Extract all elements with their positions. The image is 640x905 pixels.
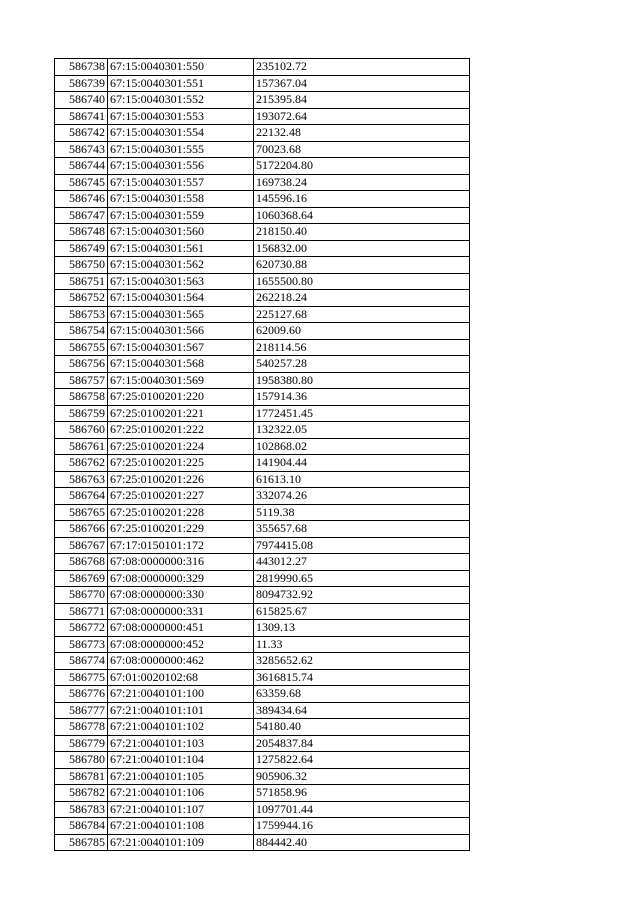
row-id-cell: 586783 <box>55 801 108 818</box>
cadastral-number-cell: 67:15:0040301:550 <box>108 59 254 76</box>
cadastral-number-cell: 67:15:0040301:568 <box>108 356 254 373</box>
value-cell: 443012.27 <box>254 554 470 571</box>
cadastral-number-cell: 67:15:0040301:563 <box>108 273 254 290</box>
table-row <box>55 537 470 554</box>
row-id-cell: 586744 <box>55 158 108 175</box>
table-row <box>55 389 470 406</box>
row-id-cell: 586769 <box>55 570 108 587</box>
cadastral-number-cell: 67:25:0100201:227 <box>108 488 254 505</box>
value-cell: 355657.68 <box>254 521 470 538</box>
cadastral-number-cell: 67:15:0040301:559 <box>108 207 254 224</box>
row-id-cell: 586778 <box>55 719 108 736</box>
table-row <box>55 653 470 670</box>
table-row <box>55 174 470 191</box>
table-row <box>55 257 470 274</box>
row-id-cell: 586755 <box>55 339 108 356</box>
cadastral-number-cell: 67:15:0040301:554 <box>108 125 254 142</box>
value-cell: 215395.84 <box>254 92 470 109</box>
value-cell: 7974415.08 <box>254 537 470 554</box>
table-row <box>55 339 470 356</box>
value-cell: 70023.68 <box>254 141 470 158</box>
cadastral-number-cell: 67:21:0040101:104 <box>108 752 254 769</box>
cadastral-number-cell: 67:25:0100201:225 <box>108 455 254 472</box>
cadastral-number-cell: 67:21:0040101:105 <box>108 768 254 785</box>
row-id-cell: 586743 <box>55 141 108 158</box>
cadastral-number-cell: 67:25:0100201:224 <box>108 438 254 455</box>
row-id-cell: 586777 <box>55 702 108 719</box>
row-id-cell: 586757 <box>55 372 108 389</box>
cadastral-number-cell: 67:15:0040301:561 <box>108 240 254 257</box>
value-cell: 157367.04 <box>254 75 470 92</box>
value-cell: 225127.68 <box>254 306 470 323</box>
table-row <box>55 818 470 835</box>
table-row <box>55 75 470 92</box>
table-row <box>55 273 470 290</box>
row-id-cell: 586750 <box>55 257 108 274</box>
row-id-cell: 586746 <box>55 191 108 208</box>
row-id-cell: 586754 <box>55 323 108 340</box>
table-row <box>55 735 470 752</box>
cadastral-number-cell: 67:15:0040301:564 <box>108 290 254 307</box>
table-row <box>55 834 470 851</box>
table-row <box>55 620 470 637</box>
table-row <box>55 356 470 373</box>
value-cell: 1759944.16 <box>254 818 470 835</box>
cadastral-number-cell: 67:08:0000000:451 <box>108 620 254 637</box>
table-row <box>55 191 470 208</box>
value-cell: 218150.40 <box>254 224 470 241</box>
value-cell: 61613.10 <box>254 471 470 488</box>
value-cell: 332074.26 <box>254 488 470 505</box>
value-cell: 157914.36 <box>254 389 470 406</box>
data-table <box>54 58 470 851</box>
cadastral-number-cell: 67:21:0040101:103 <box>108 735 254 752</box>
value-cell: 540257.28 <box>254 356 470 373</box>
row-id-cell: 586740 <box>55 92 108 109</box>
cadastral-number-cell: 67:01:0020102:68 <box>108 669 254 686</box>
cadastral-number-cell: 67:21:0040101:101 <box>108 702 254 719</box>
value-cell: 571858.96 <box>254 785 470 802</box>
cadastral-number-cell: 67:15:0040301:558 <box>108 191 254 208</box>
cadastral-number-cell: 67:21:0040101:102 <box>108 719 254 736</box>
row-id-cell: 586761 <box>55 438 108 455</box>
value-cell: 1655500.80 <box>254 273 470 290</box>
row-id-cell: 586780 <box>55 752 108 769</box>
row-id-cell: 586784 <box>55 818 108 835</box>
value-cell: 132322.05 <box>254 422 470 439</box>
value-cell: 156832.00 <box>254 240 470 257</box>
cadastral-number-cell: 67:15:0040301:553 <box>108 108 254 125</box>
table-row <box>55 488 470 505</box>
row-id-cell: 586741 <box>55 108 108 125</box>
table-row <box>55 224 470 241</box>
row-id-cell: 586770 <box>55 587 108 604</box>
row-id-cell: 586766 <box>55 521 108 538</box>
table-row <box>55 323 470 340</box>
cadastral-number-cell: 67:25:0100201:228 <box>108 504 254 521</box>
table-row <box>55 92 470 109</box>
value-cell: 615825.67 <box>254 603 470 620</box>
value-cell: 2054837.84 <box>254 735 470 752</box>
cadastral-number-cell: 67:15:0040301:560 <box>108 224 254 241</box>
value-cell: 102868.02 <box>254 438 470 455</box>
value-cell: 905906.32 <box>254 768 470 785</box>
value-cell: 54180.40 <box>254 719 470 736</box>
table-row <box>55 290 470 307</box>
cadastral-number-cell: 67:15:0040301:565 <box>108 306 254 323</box>
row-id-cell: 586767 <box>55 537 108 554</box>
table-row <box>55 636 470 653</box>
table-row <box>55 504 470 521</box>
table-row <box>55 686 470 703</box>
value-cell: 1097701.44 <box>254 801 470 818</box>
table-row <box>55 570 470 587</box>
table-row <box>55 801 470 818</box>
cadastral-number-cell: 67:25:0100201:222 <box>108 422 254 439</box>
value-cell: 8094732.92 <box>254 587 470 604</box>
value-cell: 884442.40 <box>254 834 470 851</box>
value-cell: 141904.44 <box>254 455 470 472</box>
table-row <box>55 554 470 571</box>
row-id-cell: 586774 <box>55 653 108 670</box>
table-row <box>55 141 470 158</box>
row-id-cell: 586749 <box>55 240 108 257</box>
cadastral-number-cell: 67:15:0040301:552 <box>108 92 254 109</box>
row-id-cell: 586765 <box>55 504 108 521</box>
cadastral-number-cell: 67:08:0000000:329 <box>108 570 254 587</box>
table-row <box>55 240 470 257</box>
cadastral-number-cell: 67:21:0040101:109 <box>108 834 254 851</box>
table-row <box>55 422 470 439</box>
table-row <box>55 768 470 785</box>
cadastral-number-cell: 67:15:0040301:556 <box>108 158 254 175</box>
table-row <box>55 752 470 769</box>
row-id-cell: 586748 <box>55 224 108 241</box>
row-id-cell: 586739 <box>55 75 108 92</box>
cadastral-number-cell: 67:25:0100201:220 <box>108 389 254 406</box>
row-id-cell: 586775 <box>55 669 108 686</box>
table-row <box>55 587 470 604</box>
row-id-cell: 586768 <box>55 554 108 571</box>
row-id-cell: 586747 <box>55 207 108 224</box>
row-id-cell: 586779 <box>55 735 108 752</box>
table-row <box>55 471 470 488</box>
row-id-cell: 586738 <box>55 59 108 76</box>
cadastral-number-cell: 67:15:0040301:555 <box>108 141 254 158</box>
value-cell: 2819990.65 <box>254 570 470 587</box>
value-cell: 63359.68 <box>254 686 470 703</box>
cadastral-number-cell: 67:21:0040101:107 <box>108 801 254 818</box>
cadastral-number-cell: 67:15:0040301:567 <box>108 339 254 356</box>
row-id-cell: 586742 <box>55 125 108 142</box>
table-row <box>55 669 470 686</box>
value-cell: 262218.24 <box>254 290 470 307</box>
row-id-cell: 586759 <box>55 405 108 422</box>
table-row <box>55 438 470 455</box>
value-cell: 620730.88 <box>254 257 470 274</box>
row-id-cell: 586756 <box>55 356 108 373</box>
cadastral-number-cell: 67:15:0040301:557 <box>108 174 254 191</box>
value-cell: 169738.24 <box>254 174 470 191</box>
cadastral-number-cell: 67:21:0040101:108 <box>108 818 254 835</box>
cadastral-number-cell: 67:21:0040101:100 <box>108 686 254 703</box>
table-row <box>55 125 470 142</box>
row-id-cell: 586758 <box>55 389 108 406</box>
cadastral-number-cell: 67:08:0000000:331 <box>108 603 254 620</box>
value-cell: 145596.16 <box>254 191 470 208</box>
cadastral-number-cell: 67:15:0040301:569 <box>108 372 254 389</box>
cadastral-number-cell: 67:08:0000000:316 <box>108 554 254 571</box>
cadastral-number-cell: 67:25:0100201:221 <box>108 405 254 422</box>
value-cell: 1060368.64 <box>254 207 470 224</box>
row-id-cell: 586781 <box>55 768 108 785</box>
value-cell: 3285652.62 <box>254 653 470 670</box>
row-id-cell: 586752 <box>55 290 108 307</box>
value-cell: 193072.64 <box>254 108 470 125</box>
table-row <box>55 158 470 175</box>
table-row <box>55 59 470 76</box>
value-cell: 5119.38 <box>254 504 470 521</box>
table-row <box>55 603 470 620</box>
table-row <box>55 306 470 323</box>
cadastral-number-cell: 67:08:0000000:462 <box>108 653 254 670</box>
cadastral-number-cell: 67:25:0100201:229 <box>108 521 254 538</box>
table-row <box>55 785 470 802</box>
row-id-cell: 586753 <box>55 306 108 323</box>
row-id-cell: 586785 <box>55 834 108 851</box>
row-id-cell: 586772 <box>55 620 108 637</box>
row-id-cell: 586776 <box>55 686 108 703</box>
value-cell: 5172204.80 <box>254 158 470 175</box>
row-id-cell: 586745 <box>55 174 108 191</box>
value-cell: 235102.72 <box>254 59 470 76</box>
row-id-cell: 586763 <box>55 471 108 488</box>
row-id-cell: 586762 <box>55 455 108 472</box>
row-id-cell: 586751 <box>55 273 108 290</box>
value-cell: 62009.60 <box>254 323 470 340</box>
value-cell: 3616815.74 <box>254 669 470 686</box>
cadastral-number-cell: 67:15:0040301:551 <box>108 75 254 92</box>
cadastral-number-cell: 67:17:0150101:172 <box>108 537 254 554</box>
value-cell: 11.33 <box>254 636 470 653</box>
cadastral-number-cell: 67:15:0040301:562 <box>108 257 254 274</box>
value-cell: 1275822.64 <box>254 752 470 769</box>
table-row <box>55 702 470 719</box>
table-row <box>55 405 470 422</box>
row-id-cell: 586771 <box>55 603 108 620</box>
cadastral-number-cell: 67:15:0040301:566 <box>108 323 254 340</box>
row-id-cell: 586782 <box>55 785 108 802</box>
row-id-cell: 586773 <box>55 636 108 653</box>
table-row <box>55 521 470 538</box>
table-row <box>55 108 470 125</box>
cadastral-number-cell: 67:08:0000000:330 <box>108 587 254 604</box>
cadastral-number-cell: 67:21:0040101:106 <box>108 785 254 802</box>
cadastral-number-cell: 67:25:0100201:226 <box>108 471 254 488</box>
value-cell: 218114.56 <box>254 339 470 356</box>
table-row <box>55 207 470 224</box>
table-row <box>55 719 470 736</box>
table-body <box>55 59 470 851</box>
value-cell: 1958380.80 <box>254 372 470 389</box>
value-cell: 389434.64 <box>254 702 470 719</box>
table-row <box>55 372 470 389</box>
row-id-cell: 586760 <box>55 422 108 439</box>
value-cell: 1772451.45 <box>254 405 470 422</box>
value-cell: 22132.48 <box>254 125 470 142</box>
table-row <box>55 455 470 472</box>
value-cell: 1309.13 <box>254 620 470 637</box>
cadastral-number-cell: 67:08:0000000:452 <box>108 636 254 653</box>
row-id-cell: 586764 <box>55 488 108 505</box>
